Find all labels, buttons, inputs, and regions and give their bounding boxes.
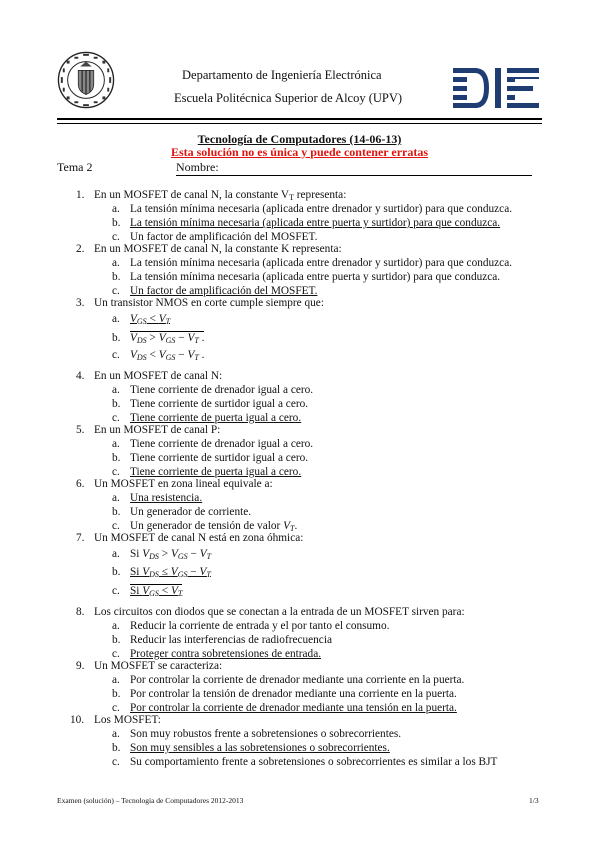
option-9-a: [112, 674, 464, 687]
question-text-end: representa:: [293, 189, 347, 201]
question-3: [76, 297, 324, 310]
option-letter: b.: [112, 506, 121, 518]
option-10-c: [112, 756, 497, 769]
correct-answer-text: Proteger contra sobretensiones de entrada.: [130, 648, 322, 660]
question-text: Un MOSFET se caracteriza:: [94, 660, 223, 672]
option-3-a: [112, 313, 170, 328]
question-9: [76, 660, 222, 673]
header-rule: [57, 118, 542, 120]
question-number: 4.: [76, 370, 85, 382]
question-text: En un MOSFET de canal N:: [94, 370, 223, 382]
question-number: 6.: [76, 478, 85, 490]
option-text: Tiene corriente de surtidor igual a cero.: [130, 398, 309, 410]
question-number: 7.: [76, 532, 85, 544]
question-number: 1.: [76, 189, 85, 201]
option-letter: c.: [112, 702, 120, 714]
option-1-a: [112, 203, 512, 216]
question-6: [76, 478, 273, 491]
option-4-a: [112, 384, 313, 397]
option-text: Un factor de amplificación del MOSFET.: [130, 231, 318, 243]
option-letter: c.: [112, 231, 120, 243]
option-text: Su comportamiento frente a sobretensiones o sobrecorrientes es similar a los BJT: [130, 756, 498, 768]
option-text: La tensión mínima necesaria (aplicada entre drenador y surtidor) para que conduzca.: [130, 203, 513, 215]
question-number: 9.: [76, 660, 85, 672]
question-number: 10.: [70, 714, 85, 726]
option-6-a: [112, 492, 202, 505]
question-text: Un MOSFET de canal N está en zona óhmica:: [94, 532, 304, 544]
option-10-b: [112, 742, 390, 755]
option-text: Por controlar la tensión de drenador mediante una corriente en la puerta.: [130, 688, 457, 700]
option-5-a: [112, 438, 313, 451]
option-letter: c.: [112, 648, 120, 660]
name-field: Nombre:: [176, 160, 532, 176]
option-letter: c.: [112, 349, 120, 361]
option-letter: c.: [112, 520, 120, 532]
option-letter: a.: [112, 384, 120, 396]
correct-answer-text: Si $V_{DS} \le V_{GS} - V_T$: [130, 566, 211, 579]
question-text: En un MOSFET de canal N, la constante V: [94, 189, 290, 201]
option-letter: c.: [112, 756, 120, 768]
option-text: Tiene corriente de drenador igual a cero.: [130, 384, 314, 396]
option-text: Son muy robustos frente a sobretensiones o sobrecorrientes.: [130, 728, 402, 740]
die-logo-icon: [453, 66, 541, 108]
option-6-b: [112, 506, 251, 519]
option-letter: b.: [112, 452, 121, 464]
question-text: En un MOSFET de canal P:: [94, 424, 221, 436]
option-text: Si $V_{DS} > V_{GS} - V_T$: [130, 548, 212, 561]
option-letter: b.: [112, 742, 121, 754]
question-number: 8.: [76, 606, 85, 618]
option-letter: b.: [112, 634, 121, 646]
question-subscript: T: [289, 193, 294, 202]
option-letter: c.: [112, 285, 120, 297]
option-letter: b.: [112, 398, 121, 410]
question-5: [76, 424, 220, 437]
option-text: $V_{DS} < V_{GS} - V_T$ .: [130, 349, 205, 362]
option-3-b: [112, 331, 204, 347]
option-text: Tiene corriente de drenador igual a cero.: [130, 438, 314, 450]
option-text: La tensión mínima necesaria (aplicada entre puerta y surtidor) para que conduzca.: [130, 271, 501, 283]
option-3-c: [112, 349, 204, 364]
correct-answer-text: Si $V_{GS} < V_T$: [130, 585, 183, 598]
question-text: En un MOSFET de canal N, la constante K representa:: [94, 243, 342, 255]
question-8: [76, 606, 465, 619]
option-letter: a.: [112, 492, 120, 504]
question-number: 2.: [76, 243, 85, 255]
question-7: [76, 532, 303, 545]
option-letter: b.: [112, 271, 121, 283]
correct-answer-text: Un factor de amplificación del MOSFET.: [130, 285, 318, 297]
option-text: Por controlar la corriente de drenador mediante una corriente en la puerta.: [130, 674, 465, 686]
option-letter: a.: [112, 620, 120, 632]
question-text: Los circuitos con diodos que se conectan a la entrada de un MOSFET sirven para:: [94, 606, 465, 618]
option-1-b: [112, 217, 500, 230]
option-text: La tensión mínima necesaria (aplicada entre drenador y surtidor) para que conduzca.: [130, 257, 513, 269]
option-2-a: [112, 257, 512, 270]
option-letter: b.: [112, 688, 121, 700]
option-9-c: [112, 702, 457, 715]
department-name: Departamento de Ingeniería Electrónica: [182, 68, 382, 82]
option-4-b: [112, 398, 308, 411]
option-letter: a.: [112, 728, 120, 740]
solution-notice: Esta solución no es única y puede contener erratas: [170, 145, 429, 159]
option-letter: b.: [112, 217, 121, 229]
option-text: Un generador de tensión de valor $V_T$.: [130, 520, 298, 533]
option-text: Un generador de corriente.: [130, 506, 252, 518]
correct-answer-text: Tiene corriente de puerta igual a cero.: [130, 466, 302, 478]
question-text: Un MOSFET en zona lineal equivale a:: [94, 478, 273, 490]
question-number: 5.: [76, 424, 85, 436]
correct-answer-text: La tensión mínima necesaria (aplicada entre puerta y surtidor) para que conduzca.: [130, 217, 501, 229]
option-8-b: [112, 634, 332, 647]
option-text: $V_{DS} > V_{GS} - V_T$ .: [130, 332, 205, 345]
correct-answer-text: Una resistencia.: [130, 492, 203, 504]
exam-title: Tecnología de Computadores (14-06-13): [197, 132, 402, 146]
option-letter: a.: [112, 438, 120, 450]
question-10: [70, 714, 161, 727]
option-letter: c.: [112, 466, 120, 478]
question-2: [76, 243, 342, 256]
option-9-b: [112, 688, 457, 701]
question-4: [76, 370, 222, 383]
question-number: 3.: [76, 297, 85, 309]
university-seal-icon: [57, 51, 115, 109]
option-letter: b.: [112, 332, 121, 344]
header-rule-thin: [57, 123, 542, 124]
question-1: [76, 189, 346, 204]
option-letter: a.: [112, 548, 120, 560]
option-letter: a.: [112, 313, 120, 325]
question-text: Un transistor NMOS en corte cumple siempre que:: [94, 297, 324, 309]
option-7-a: [112, 548, 211, 563]
option-letter: a.: [112, 203, 120, 215]
option-text: Reducir las interferencias de radiofrecuencia: [130, 634, 332, 646]
option-letter: c.: [112, 412, 120, 424]
option-text: Reducir la corriente de entrada y el por tanto el consumo.: [130, 620, 390, 632]
question-text: Los MOSFET:: [94, 714, 161, 726]
option-letter: b.: [112, 566, 121, 578]
correct-answer-text: Por controlar la corriente de drenador mediante una tensión en la puerta.: [130, 702, 457, 714]
option-7-b: [112, 566, 211, 581]
option-5-b: [112, 452, 308, 465]
option-10-a: [112, 728, 401, 741]
school-name: Escuela Politécnica Superior de Alcoy (UPV): [174, 91, 403, 105]
exam-version: Tema 2: [57, 160, 93, 174]
page-number: 1/3: [529, 796, 539, 805]
option-text: Tiene corriente de surtidor igual a cero.: [130, 452, 309, 464]
correct-answer-text: Tiene corriente de puerta igual a cero.: [130, 412, 302, 424]
option-letter: c.: [112, 585, 120, 597]
option-letter: a.: [112, 257, 120, 269]
correct-answer-text: Son muy sensibles a las sobretensiones o sobrecorrientes.: [130, 742, 390, 754]
option-letter: a.: [112, 674, 120, 686]
option-8-a: [112, 620, 389, 633]
footer-title: Examen (solución) – Tecnología de Computadores 2012-2013: [57, 796, 244, 805]
correct-answer-text: $V_{GS} < V_T$: [130, 313, 171, 326]
option-7-c: [112, 584, 182, 600]
option-2-b: [112, 271, 500, 284]
